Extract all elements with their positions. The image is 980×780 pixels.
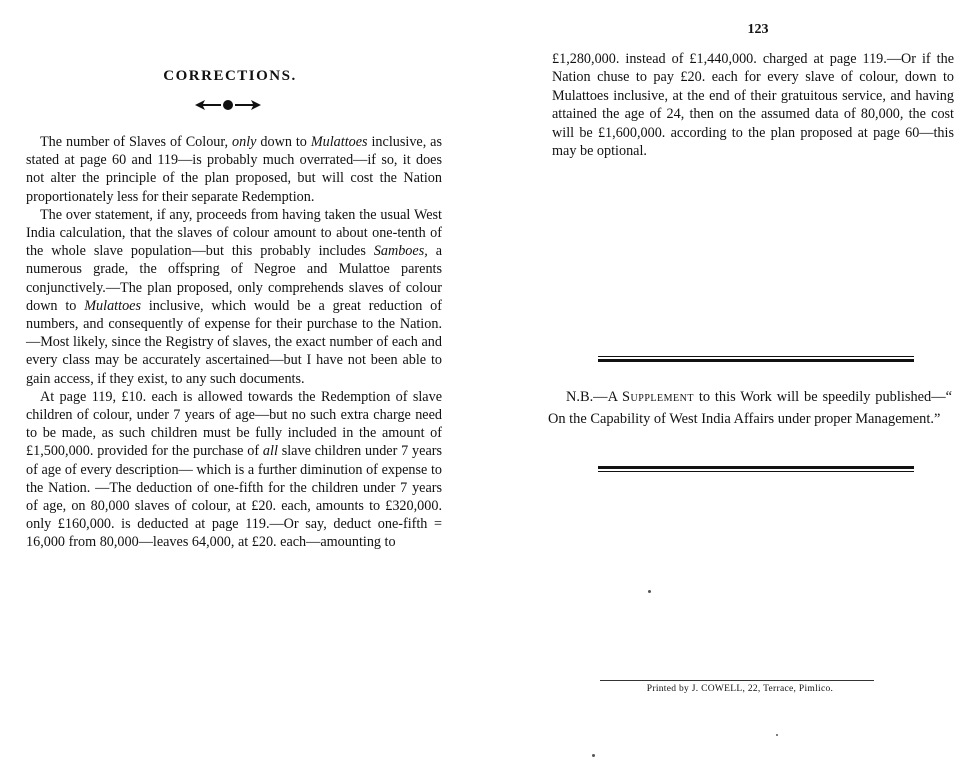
note-supplement-word: Supplement (622, 389, 694, 405)
printer-imprint: Printed by J. COWELL, 22, Terrace, Pimlico. (646, 684, 834, 694)
italic-run: all (262, 443, 278, 460)
italic-run: only (232, 134, 257, 150)
text-run: The number of Slaves of Colour, (40, 134, 233, 150)
text-run: inclusive, which would be a great reduction of numbers, and consequently of expense for their purchase to the Nation. —Most likely, since the Registry of slaves, the exact number of each and every class may be accurately ascertained—but I have not been able to gain access, if they exist, to any such documents. (26, 297, 442, 387)
correction-paragraph (26, 133, 442, 206)
printer-rule (600, 680, 874, 681)
ink-speck (592, 754, 595, 757)
correction-paragraph (26, 206, 442, 388)
lower-double-rule (598, 466, 914, 472)
page-number: 123 (747, 22, 769, 37)
text-run: The over statement, if any, proceeds from having taken the usual West India calculation, that the slaves of colour amount to about one-tenth of the whole slave population—but this probably includes (26, 206, 442, 260)
text-run: slave children under 7 years of age of every description— which is a further diminution of expense to the Nation. —The deduction of one-fifth for the children under 7 years of age, on 80,000 slaves of colour, at £20. each, amounts to £320,000. only £160,000. is deducted at page 119.—Or say, deduct one-fifth = 16,000 from 80,000—leaves 64,000, at £20. each—amounting to (26, 443, 442, 551)
continuation-text (552, 50, 954, 160)
text-run: a numerous grade, the offspring of Negroe and Mulattoe parents conjunctively.—The plan proposed, only comprehends slaves of colour down to (26, 243, 442, 314)
text-run: down to (256, 134, 311, 150)
italic-run: Samboes, (373, 243, 428, 260)
ink-speck (776, 734, 778, 736)
arrow-dot-ornament-icon (195, 98, 261, 112)
continuation-paragraph: £1,280,000. instead of £1,440,000. charged at page 119.—Or if the Nation chuse to pay £20. each for every slave of colour, down to Mulattoes inclusive, at the end of their gratuitous service, and having attained the age of 24, then on the assumed data of 80,000, the cost will be £1,600,000. according to the plan proposed at page 60—this may be optional. (552, 51, 954, 160)
ink-speck (648, 590, 651, 593)
italic-run: Mulattoes (84, 297, 141, 314)
note-rest: to this Work will be speedily published—“ On the Capability of West India Affairs under proper Management.” (548, 389, 952, 427)
text-run: At page 119, £10. each is allowed towards the Redemption of slave children of colour, under 7 years of age—but no such extra charge need to be made, as such children must be fully included in the amount of £1,500,000. provided for the purchase of (26, 388, 442, 460)
corrections-body (26, 133, 442, 552)
supplement-note (548, 386, 952, 430)
note-prefix: N.B.—A (566, 389, 623, 405)
right-page (490, 0, 980, 780)
text-run: inclusive, as stated at page 60 and 119—is probably much overrated—if so, it does not alter the principle of the plan proposed, but will cost the Nation proportionately less for their separate Redemption. (26, 134, 443, 205)
upper-double-rule (598, 356, 914, 362)
italic-run: Mulattoes (310, 134, 368, 150)
corrections-heading: CORRECTIONS. (163, 68, 297, 84)
correction-paragraph (26, 388, 442, 552)
